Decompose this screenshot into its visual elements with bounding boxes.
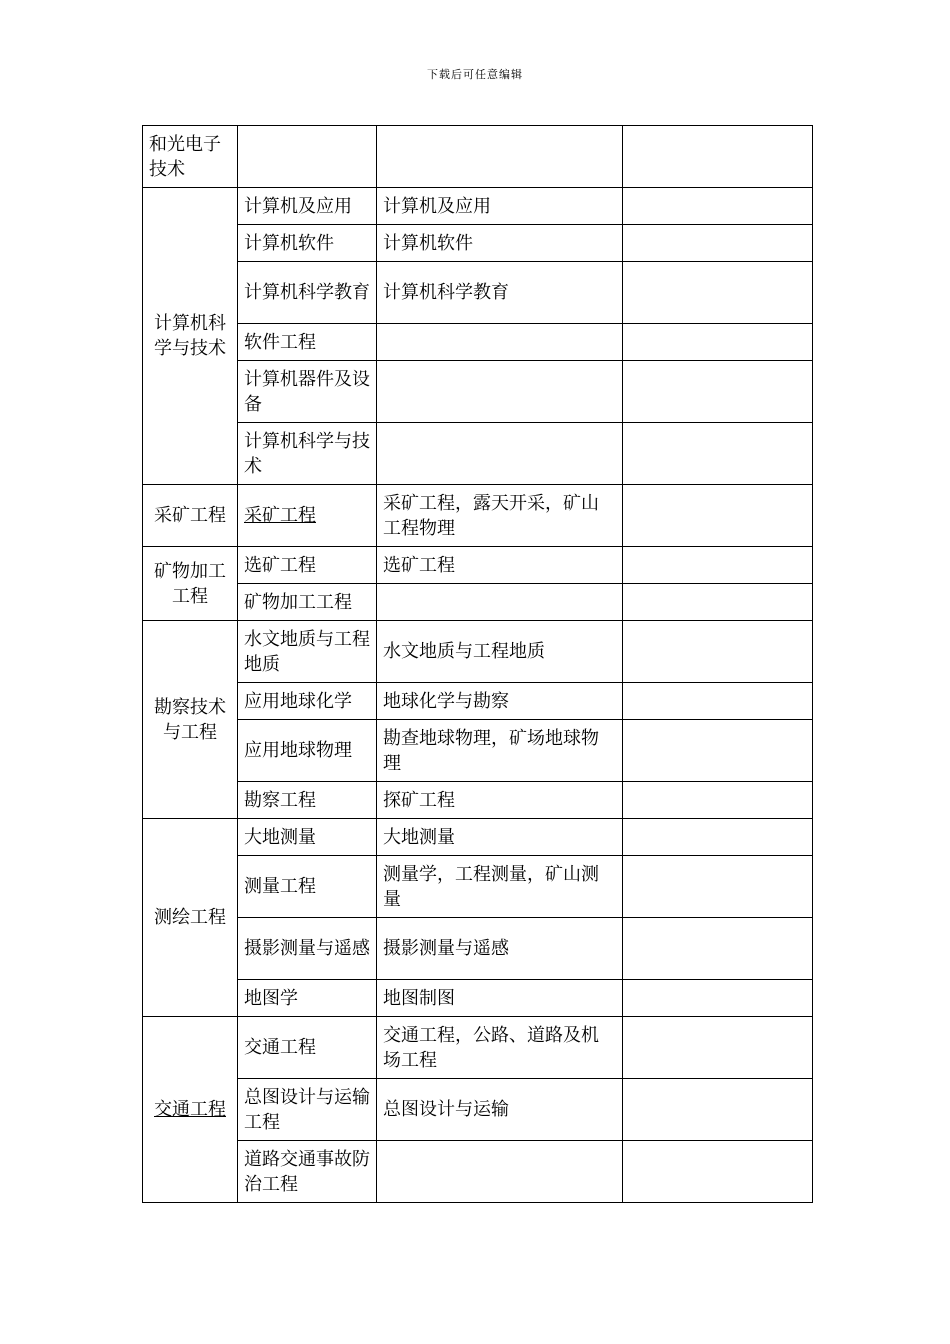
table-cell: 软件工程 xyxy=(238,324,377,361)
page-header: 下载后可任意编辑 xyxy=(427,68,523,81)
table-cell xyxy=(623,819,813,856)
table-cell: 计算机科学教育 xyxy=(377,262,623,324)
table-row xyxy=(143,683,813,720)
table-cell: 交通工程 xyxy=(238,1017,377,1079)
table-row xyxy=(143,856,813,918)
table-cell: 计算机器件及设备 xyxy=(238,361,377,423)
table-cell: 选矿工程 xyxy=(238,547,377,584)
table-cell xyxy=(623,547,813,584)
table-row xyxy=(143,126,813,188)
table-cell: 应用地球化学 xyxy=(238,683,377,720)
table-cell: 水文地质与工程地质 xyxy=(377,621,623,683)
table-cell xyxy=(623,621,813,683)
table-row xyxy=(143,980,813,1017)
table-cell: 地图学 xyxy=(238,980,377,1017)
table-cell: 总图设计与运输工程 xyxy=(238,1079,377,1141)
table-row xyxy=(143,361,813,423)
table-cell: 摄影测量与遥感 xyxy=(238,918,377,980)
table-row xyxy=(143,1141,813,1203)
table-cell xyxy=(377,324,623,361)
table-cell: 测绘工程 xyxy=(143,819,238,1017)
table-cell xyxy=(623,584,813,621)
table-cell: 选矿工程 xyxy=(377,547,623,584)
table-cell: 计算机及应用 xyxy=(377,188,623,225)
table-cell xyxy=(238,126,377,188)
table-row xyxy=(143,1017,813,1079)
table-cell: 地球化学与勘察 xyxy=(377,683,623,720)
table-cell: 交通工程 xyxy=(143,1017,238,1203)
table-cell: 勘察技术与工程 xyxy=(143,621,238,819)
table-cell: 勘查地球物理，矿场地球物理 xyxy=(377,720,623,782)
table-cell xyxy=(623,683,813,720)
table-row xyxy=(143,485,813,547)
table-cell: 测量工程 xyxy=(238,856,377,918)
table-cell xyxy=(623,1079,813,1141)
table-cell xyxy=(623,126,813,188)
table-cell xyxy=(623,1017,813,1079)
table-cell: 测量学，工程测量，矿山测量 xyxy=(377,856,623,918)
table-row xyxy=(143,782,813,819)
table-cell xyxy=(623,980,813,1017)
table-row xyxy=(143,918,813,980)
table-cell xyxy=(623,782,813,819)
table-row xyxy=(143,819,813,856)
table-cell: 勘察工程 xyxy=(238,782,377,819)
table-cell xyxy=(623,1141,813,1203)
table-cell xyxy=(377,126,623,188)
table-cell xyxy=(623,918,813,980)
table-cell: 和光电子技术 xyxy=(143,126,238,188)
table-cell xyxy=(623,423,813,485)
table-row xyxy=(143,262,813,324)
table-cell: 计算机科学与技术 xyxy=(143,188,238,485)
table-cell: 水文地质与工程地质 xyxy=(238,621,377,683)
table-row xyxy=(143,547,813,584)
table-cell xyxy=(623,361,813,423)
table-cell xyxy=(377,584,623,621)
table-row xyxy=(143,225,813,262)
majors-table xyxy=(142,125,813,1203)
table-cell: 交通工程，公路、道路及机场工程 xyxy=(377,1017,623,1079)
table-cell xyxy=(623,324,813,361)
table-cell xyxy=(377,423,623,485)
table-row xyxy=(143,621,813,683)
table-cell xyxy=(623,262,813,324)
table-cell xyxy=(377,361,623,423)
table-cell: 计算机软件 xyxy=(238,225,377,262)
table-cell xyxy=(623,188,813,225)
table-cell: 探矿工程 xyxy=(377,782,623,819)
table-row xyxy=(143,188,813,225)
table-cell: 计算机及应用 xyxy=(238,188,377,225)
table-cell: 计算机科学与技术 xyxy=(238,423,377,485)
table-cell: 大地测量 xyxy=(238,819,377,856)
table-cell: 计算机软件 xyxy=(377,225,623,262)
table-cell xyxy=(623,856,813,918)
table-cell xyxy=(623,225,813,262)
table-cell: 总图设计与运输 xyxy=(377,1079,623,1141)
table-cell: 矿物加工工程 xyxy=(238,584,377,621)
table-cell: 大地测量 xyxy=(377,819,623,856)
table-cell xyxy=(377,1141,623,1203)
table-cell xyxy=(623,720,813,782)
table-cell: 采矿工程 xyxy=(143,485,238,547)
table-cell xyxy=(623,485,813,547)
table-cell: 矿物加工工程 xyxy=(143,547,238,621)
table-row xyxy=(143,720,813,782)
table-cell: 摄影测量与遥感 xyxy=(377,918,623,980)
table-cell: 采矿工程，露天开采，矿山工程物理 xyxy=(377,485,623,547)
table-row xyxy=(143,423,813,485)
table-row xyxy=(143,584,813,621)
table-cell: 计算机科学教育 xyxy=(238,262,377,324)
table-row xyxy=(143,1079,813,1141)
table-cell: 采矿工程 xyxy=(238,485,377,547)
table-row xyxy=(143,324,813,361)
table-cell: 道路交通事故防治工程 xyxy=(238,1141,377,1203)
table-cell: 地图制图 xyxy=(377,980,623,1017)
table-cell: 应用地球物理 xyxy=(238,720,377,782)
